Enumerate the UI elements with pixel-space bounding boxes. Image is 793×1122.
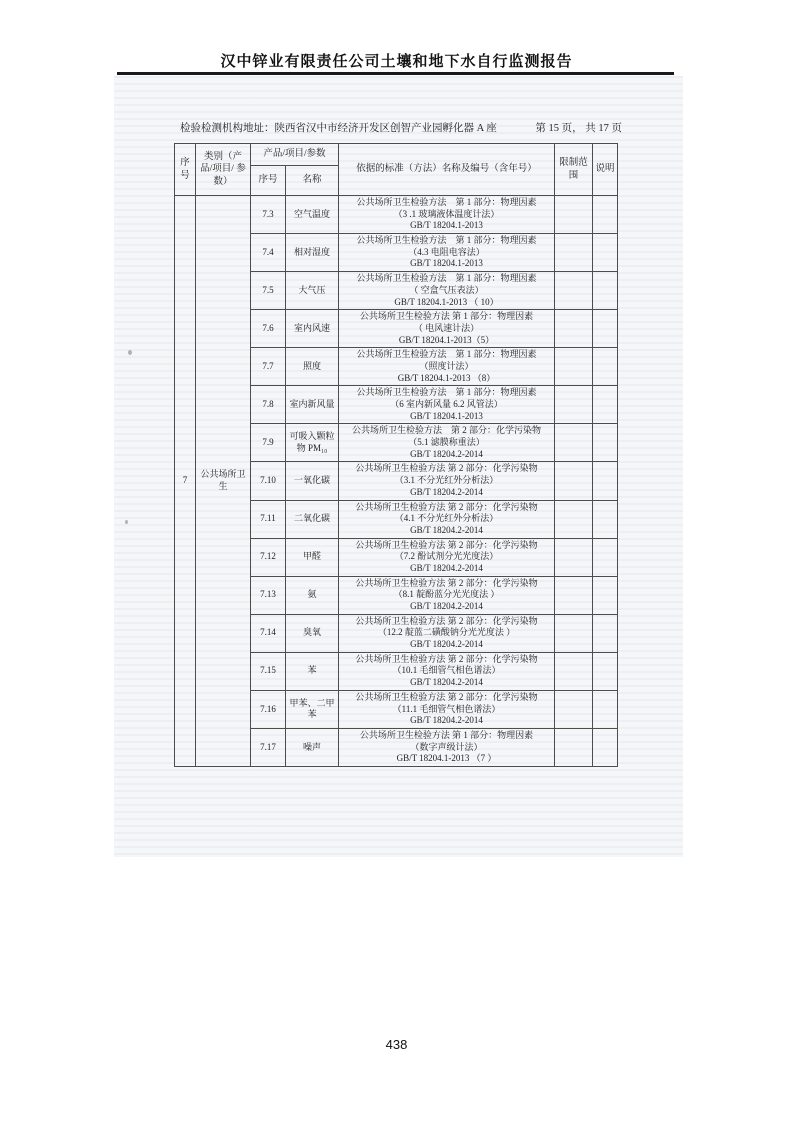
standard-method-line: （4.3 电阻电容法） <box>408 246 485 257</box>
header-product-name: 名称 <box>286 166 339 196</box>
limit-range-cell <box>555 424 593 462</box>
standard-method-line: （5.1 滤膜称重法） <box>408 437 485 448</box>
standard-method-cell <box>339 310 555 348</box>
standard-method-line: GB/T 18204.1-2013 （8） <box>397 372 496 383</box>
page-title: 汉中锌业有限责任公司土壤和地下水自行监测报告 <box>220 54 573 70</box>
note-cell <box>593 500 618 538</box>
item-seq-cell: 7.11 <box>251 500 286 538</box>
note-cell <box>593 728 618 766</box>
item-name-cell: 苯 <box>286 652 339 690</box>
item-seq-cell: 7.4 <box>251 234 286 272</box>
standard-method-line: GB/T 18204.1-2013 <box>410 258 483 269</box>
standard-method-line: GB/T 18204.2-2014 <box>410 448 483 459</box>
standard-method-line: （ 电风速计法） <box>413 322 480 333</box>
standard-method-line: （6 室内新风量 6.2 风管法） <box>390 399 503 409</box>
header-product-group: 产品/项目/参数 <box>251 144 339 166</box>
note-cell <box>593 196 618 234</box>
scanned-document-area <box>114 76 683 857</box>
limit-range-cell <box>555 386 593 424</box>
item-name-cell: 照度 <box>286 348 339 386</box>
note-cell <box>593 272 618 310</box>
standard-method-line: 公共场所卫生检验方法 第 1 部分：物理因素 <box>359 311 534 322</box>
standard-method-line: 公共场所卫生检验方法 第 1 部分：物理因素 <box>356 235 537 246</box>
group-seq-cell: 7 <box>175 196 196 767</box>
standard-method-cell <box>339 728 555 766</box>
footer-page-number: 438 <box>385 1037 408 1052</box>
item-seq-cell: 7.8 <box>251 386 286 424</box>
standard-method-line: 公共场所卫生检验方法 第 1 部分：物理因素 <box>359 729 534 740</box>
standard-method-cell <box>339 652 555 690</box>
limit-range-cell <box>555 500 593 538</box>
standard-method-line: （3 .1 玻璃液体温度计法） <box>393 208 500 219</box>
item-seq-cell: 7.6 <box>251 310 286 348</box>
standard-method-line: 公共场所卫生检验方法 第 1 部分：物理因素 <box>356 387 537 398</box>
group-category-cell: 公共场所卫生 <box>196 196 251 767</box>
note-cell <box>593 234 618 272</box>
item-seq-cell: 7.10 <box>251 462 286 500</box>
standard-method-line: 公共场所卫生检验方法 第 2 部分：化学污染物 <box>351 425 541 436</box>
item-seq-cell: 7.9 <box>251 424 286 462</box>
standard-method-line: GB/T 18204.1-2013 <box>410 220 483 231</box>
item-seq-cell: 7.5 <box>251 272 286 310</box>
table-row <box>175 196 618 234</box>
standard-method-cell <box>339 690 555 728</box>
note-cell <box>593 576 618 614</box>
standard-method-line: （7.2 酚试剂分光光度法） <box>394 551 499 562</box>
item-seq-cell: 7.17 <box>251 728 286 766</box>
document-meta-row <box>180 120 622 135</box>
note-cell <box>593 462 618 500</box>
limit-range-cell <box>555 538 593 576</box>
standard-method-line: 公共场所卫生检验方法 第 2 部分：化学污染物 <box>355 577 538 588</box>
standard-method-cell <box>339 272 555 310</box>
standard-method-line: GB/T 18204.2-2014 <box>410 677 483 688</box>
standard-method-line: GB/T 18204.2-2014 <box>410 715 483 726</box>
limit-range-cell <box>555 652 593 690</box>
standard-method-line: GB/T 18204.1-2013 （7 ） <box>396 753 497 764</box>
scan-artifact <box>125 520 128 524</box>
standard-method-line: 公共场所卫生检验方法 第 2 部分：化学污染物 <box>355 501 538 512</box>
standard-method-cell <box>339 538 555 576</box>
item-seq-cell: 7.14 <box>251 614 286 652</box>
standard-method-cell <box>339 348 555 386</box>
header-limit: 限制范围 <box>555 144 593 196</box>
item-name-cell: 可吸入颗粒物 PM₁₀ <box>286 424 339 462</box>
standard-method-line: 公共场所卫生检验方法 第 2 部分：化学污染物 <box>355 615 538 626</box>
item-seq-cell: 7.12 <box>251 538 286 576</box>
item-seq-cell: 7.13 <box>251 576 286 614</box>
standard-method-line: GB/T 18204.2-2014 <box>410 562 483 573</box>
item-name-cell: 甲醛 <box>286 538 339 576</box>
standard-method-line: GB/T 18204.2-2014 <box>410 639 483 650</box>
standard-method-cell <box>339 234 555 272</box>
note-cell <box>593 348 618 386</box>
limit-range-cell <box>555 196 593 234</box>
limit-range-cell <box>555 234 593 272</box>
item-name-cell: 室内新风量 <box>286 386 339 424</box>
item-name-cell: 噪声 <box>286 728 339 766</box>
item-name-cell: 相对湿度 <box>286 234 339 272</box>
note-cell <box>593 690 618 728</box>
note-cell <box>593 424 618 462</box>
standard-method-line: 公共场所卫生检验方法 第 1 部分：物理因素 <box>356 197 537 207</box>
standard-method-line: （数字声级计法） <box>410 741 483 752</box>
standard-method-cell <box>339 500 555 538</box>
monitoring-methods-table <box>174 143 618 767</box>
header-note: 说明 <box>593 144 618 196</box>
standard-method-line: （照度计法） <box>419 360 474 371</box>
standard-method-line: 公共场所卫生检验方法 第 1 部分：物理因素 <box>356 349 537 360</box>
item-name-cell: 臭氧 <box>286 614 339 652</box>
standard-method-line: 公共场所卫生检验方法 第 2 部分：化学污染物 <box>355 539 538 550</box>
standard-method-cell <box>339 386 555 424</box>
limit-range-cell <box>555 310 593 348</box>
standard-method-line: （3.1 不分光红外分析法） <box>394 475 499 486</box>
limit-range-cell <box>555 348 593 386</box>
limit-range-cell <box>555 462 593 500</box>
standard-method-line: （12.2 靛蓝二磺酸钠分光光度法 ） <box>377 627 516 638</box>
scan-artifact <box>128 350 132 355</box>
standard-method-cell <box>339 614 555 652</box>
limit-range-cell <box>555 690 593 728</box>
header-product-seq: 序号 <box>251 166 286 196</box>
item-name-cell: 空气温度 <box>286 196 339 234</box>
item-name-cell: 甲苯、二甲苯 <box>286 690 339 728</box>
standard-method-line: （8.1 靛酚蓝分光光度法 ） <box>393 589 500 600</box>
item-name-cell: 氨 <box>286 576 339 614</box>
standard-method-line: （4.1 不分光红外分析法） <box>394 513 499 524</box>
standard-method-line: GB/T 18204.2-2014 <box>410 601 483 611</box>
item-name-cell: 二氧化碳 <box>286 500 339 538</box>
standard-method-line: GB/T 18204.1-2013 （ 10） <box>394 296 499 307</box>
note-cell <box>593 386 618 424</box>
standard-method-line: （10.1 毛细管气相色谱法） <box>392 665 501 676</box>
standard-method-line: （11.1 毛细管气相色谱法） <box>392 703 501 714</box>
header-category: 类别（产 品/项目/ 参 数） <box>196 144 251 196</box>
standard-method-line: 公共场所卫生检验方法 第 2 部分：化学污染物 <box>355 691 538 702</box>
limit-range-cell <box>555 728 593 766</box>
standard-method-cell <box>339 462 555 500</box>
item-name-cell: 室内风速 <box>286 310 339 348</box>
standard-method-line: （ 空盒气压表法） <box>409 284 484 295</box>
note-cell <box>593 538 618 576</box>
standard-method-line: 公共场所卫生检验方法 第 2 部分：化学污染物 <box>355 463 538 474</box>
item-seq-cell: 7.3 <box>251 196 286 234</box>
note-cell <box>593 310 618 348</box>
header-standard: 依据的标准（方法）名称及编号（含年号） <box>339 144 555 196</box>
standard-method-line: GB/T 18204.1-2013 <box>410 410 483 421</box>
standard-method-cell <box>339 576 555 614</box>
note-cell <box>593 614 618 652</box>
limit-range-cell <box>555 576 593 614</box>
institution-address: 检验检测机构地址：陕西省汉中市经济开发区创智产业园孵化器 A 座 <box>180 123 497 134</box>
standard-method-cell <box>339 424 555 462</box>
item-name-cell: 大气压 <box>286 272 339 310</box>
limit-range-cell <box>555 614 593 652</box>
note-cell <box>593 652 618 690</box>
standard-method-line: 公共场所卫生检验方法 第 1 部分：物理因素 <box>356 273 537 284</box>
header-seq: 序号 <box>175 144 196 196</box>
standard-method-cell <box>339 196 555 234</box>
standard-method-line: 公共场所卫生检验方法 第 2 部分：化学污染物 <box>355 653 538 664</box>
item-seq-cell: 7.16 <box>251 690 286 728</box>
standard-method-line: GB/T 18204.2-2014 <box>410 486 483 497</box>
item-seq-cell: 7.15 <box>251 652 286 690</box>
title-underline <box>117 72 674 75</box>
standard-method-line: GB/T 18204.1-2013（5） <box>398 334 495 345</box>
item-name-cell: 一氧化碳 <box>286 462 339 500</box>
standard-method-line: GB/T 18204.2-2014 <box>410 524 483 535</box>
limit-range-cell <box>555 272 593 310</box>
item-seq-cell: 7.7 <box>251 348 286 386</box>
page-indicator: 第 15 页， 共 17 页 <box>535 123 622 134</box>
